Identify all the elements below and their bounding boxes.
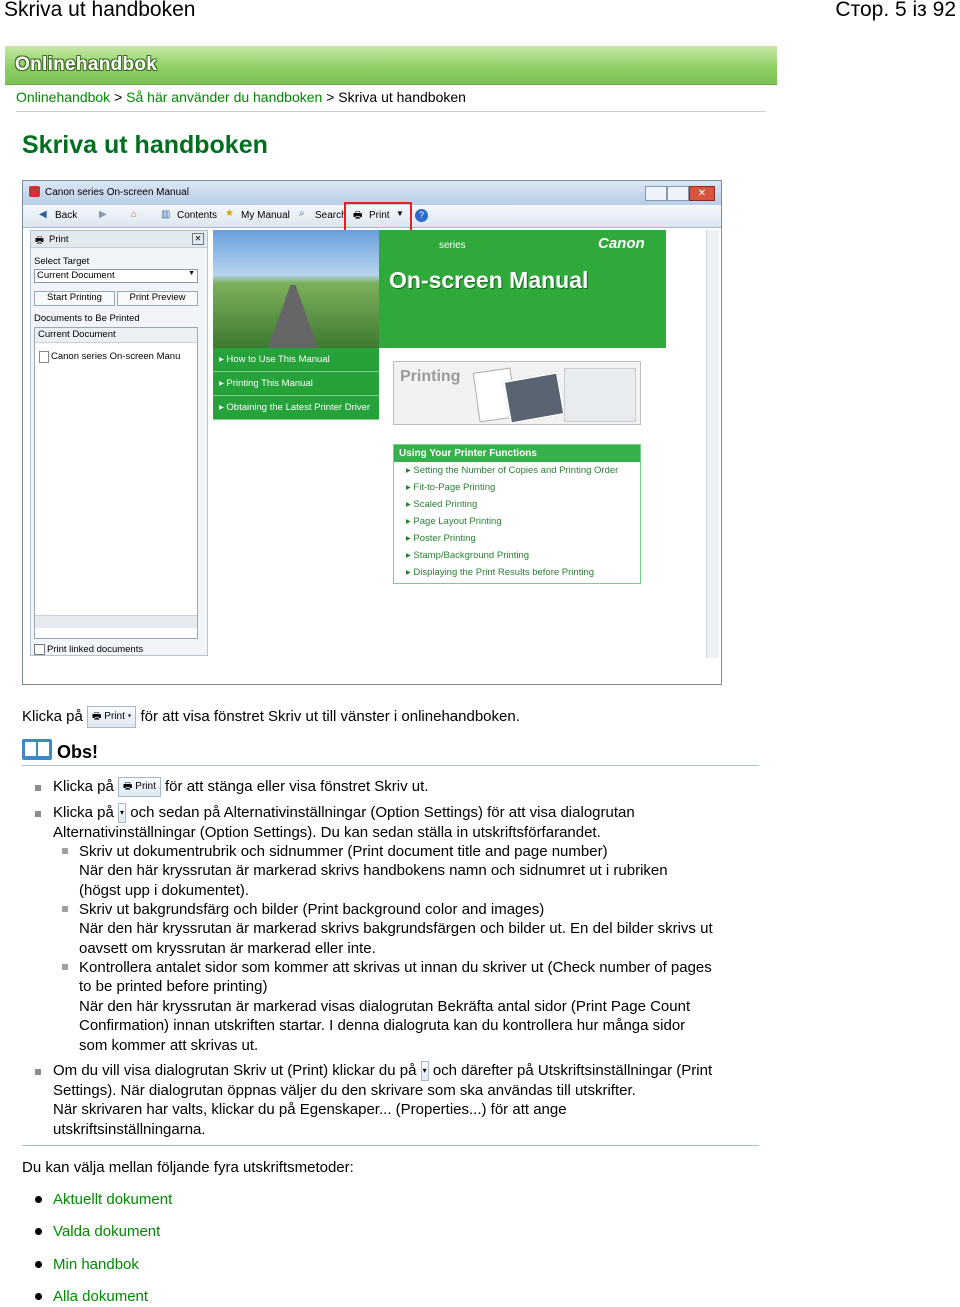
docs-list-header-label: Current Document (38, 329, 116, 340)
manual-screenshot (22, 180, 722, 685)
print-pane (30, 230, 208, 656)
back-button[interactable]: Back (55, 210, 78, 221)
breadcrumb-separator: > (326, 89, 335, 105)
function-link-label: Displaying the Print Results before Printing (413, 567, 595, 578)
bullet-square (62, 964, 68, 970)
bullet-dot (35, 1293, 42, 1300)
menu-item-label: How to Use This Manual (226, 354, 330, 365)
method-link[interactable]: Aktuellt dokument (53, 1191, 173, 1208)
breadcrumb-current: Skriva ut handboken (338, 89, 466, 105)
road-image (213, 230, 379, 348)
bullet-dot (35, 1196, 42, 1203)
printing-banner[interactable] (393, 361, 641, 425)
close-icon[interactable]: ✕ (689, 186, 715, 201)
bullet-dot (35, 1228, 42, 1235)
breadcrumb (16, 89, 466, 105)
function-link[interactable]: ▸ Displaying the Print Results before Printing (406, 567, 595, 578)
function-link-label: Page Layout Printing (413, 516, 502, 527)
contents-icon: ▥ (161, 209, 171, 220)
star-icon: ★ (225, 208, 234, 219)
methods-intro: Du kan välja mellan följande fyra utskriftsmetoder: (22, 1159, 354, 1176)
function-link-label: Scaled Printing (413, 499, 478, 510)
menu-item[interactable]: ▸ Printing This Manual (213, 372, 379, 396)
function-link-label: Stamp/Background Printing (413, 550, 530, 561)
method-link[interactable]: Alla dokument (53, 1288, 149, 1305)
bullet-text: utskriftsinställningarna. (53, 1121, 206, 1138)
function-link-label: Poster Printing (413, 533, 476, 544)
printer-image (564, 368, 636, 422)
breadcrumb-separator: > (114, 89, 123, 105)
menu-item[interactable]: ▸ How to Use This Manual (213, 348, 379, 372)
print-button[interactable]: Print (369, 210, 390, 221)
dropdown-arrow-icon[interactable]: ▼ (396, 209, 404, 218)
intro-suffix: för att visa fönstret Skriv ut till vänster i onlinehandboken. (140, 707, 520, 725)
search-button[interactable]: Search (315, 210, 347, 221)
manual-menu (213, 348, 379, 420)
canon-app-icon (29, 186, 40, 197)
book-icon (22, 739, 52, 760)
bullet-text: Klicka på (53, 778, 114, 795)
hero-series: series (439, 240, 466, 251)
note-bullet-1 (53, 777, 428, 797)
divider (16, 111, 766, 112)
horizontal-scrollbar[interactable] (35, 615, 197, 628)
function-link[interactable]: ▸ Stamp/Background Printing (406, 550, 530, 561)
sub-bullet-text: oavsett om kryssrutan är markerad eller inte. (79, 940, 376, 957)
back-arrow-icon[interactable]: ◀ (39, 209, 47, 220)
dropdown-arrow-icon: ▾ (118, 803, 126, 823)
bullet-text: När skrivaren har valts, klickar du på Egenskaper... (Properties...) för att ange (53, 1101, 567, 1118)
home-icon[interactable]: ⌂ (131, 209, 138, 220)
photo-image (503, 371, 566, 424)
target-select-value: Current Document (37, 270, 115, 281)
note-title: Obs! (57, 742, 99, 762)
sub-bullet-text: När den här kryssrutan är markerad skrivs bakgrundsfärgen och bilder ut. En del bilder skrivs ut (79, 920, 713, 937)
bullet-text: och därefter på Utskriftsinställningar (Print (432, 1062, 713, 1079)
bullet-square (35, 1069, 41, 1075)
function-link[interactable]: ▸ Fit-to-Page Printing (406, 482, 496, 493)
my-manual-button[interactable]: My Manual (241, 210, 290, 221)
printer-icon: 🖶 (92, 711, 102, 722)
maximize-icon[interactable] (667, 186, 689, 201)
sub-bullet-text: Kontrollera antalet sidor som kommer att skrivas ut innan du skriver ut (Check number of pages (79, 959, 712, 976)
function-link-label: Setting the Number of Copies and Printing Order (413, 465, 619, 476)
function-link[interactable]: ▸ Poster Printing (406, 533, 476, 544)
function-link[interactable]: ▸ Scaled Printing (406, 499, 478, 510)
sub-bullet-text: (högst upp i dokumentet). (79, 882, 250, 899)
method-link[interactable]: Valda dokument (53, 1223, 161, 1240)
bullet-square (62, 848, 68, 854)
bullet-text: Om du vill visa dialogrutan Skriv ut (Print) klickar du på (53, 1062, 417, 1079)
canon-logo: Canon (598, 235, 645, 252)
forward-arrow-icon[interactable]: ▶ (99, 209, 107, 220)
printer-icon: 🖶 (353, 210, 363, 221)
bullet-text: och sedan på Alternativinställningar (Option Settings) för att visa dialogrutan (130, 804, 635, 821)
bullet-square (62, 906, 68, 912)
note-bullet-3 (53, 1061, 712, 1081)
print-linked-label: Print linked documents (47, 644, 144, 655)
print-preview-button[interactable]: Print Preview (117, 291, 198, 306)
print-pane-title: Print (49, 234, 69, 245)
printer-icon: 🖶 (123, 781, 133, 793)
bullet-text: Alternativinställningar (Option Settings). Du kan sedan ställa in utskriftsförfarandet. (53, 824, 601, 841)
window-title: Canon series On-screen Manual (45, 187, 189, 198)
docs-list-header (35, 328, 197, 343)
docs-to-print-label: Documents to Be Printed (34, 313, 140, 324)
close-icon[interactable]: ✕ (192, 233, 204, 245)
chevron-down-icon: ▼ (188, 270, 195, 277)
document-icon (39, 351, 49, 363)
banner-title: Onlinehandbok (15, 54, 158, 75)
page-header-title: Skriva ut handboken (4, 0, 196, 21)
search-icon: ⌕ (299, 208, 305, 219)
sub-bullet-text: När den här kryssrutan är markerad skrivs handbokens namn och sidnumret ut i rubriken (79, 862, 668, 879)
function-link[interactable]: ▸ Page Layout Printing (406, 516, 502, 527)
page-title: Skriva ut handboken (22, 131, 268, 159)
printer-icon: 🖶 (35, 235, 44, 246)
printing-label: Printing (400, 368, 461, 385)
functions-box (393, 444, 641, 584)
sub-bullet-text: När den här kryssrutan är markerad visas dialogrutan Bekräfta antal sidor (Print Page Count (79, 998, 691, 1015)
target-select[interactable] (34, 269, 198, 283)
intro-line (22, 706, 520, 728)
bullet-square (35, 811, 41, 817)
intro-prefix: Klicka på (22, 707, 83, 725)
print-button-image: 🖶 Print ▾ (87, 706, 136, 728)
bullet-text: för att stänga eller visa fönstret Skriv ut. (165, 778, 429, 795)
minimize-icon[interactable] (645, 186, 667, 201)
sub-bullet-text: Skriv ut dokumentrubrik och sidnummer (Print document title and page number) (79, 843, 608, 860)
menu-item-label: Obtaining the Latest Printer Driver (226, 402, 371, 413)
docs-list-item[interactable]: Canon series On-screen Manu (51, 351, 181, 362)
bullet-square (35, 785, 41, 791)
breadcrumb-link-usage[interactable]: Så här använder du handboken (126, 89, 323, 105)
page-counter: Стор. 5 із 92 (835, 0, 956, 21)
dropdown-arrow-icon: ▾ (421, 1061, 429, 1081)
divider (22, 1145, 759, 1146)
functions-header: Using Your Printer Functions (394, 445, 640, 462)
sub-bullet-text: Confirmation) innan utskriften startar. I denna dialogruta kan du kontrollera hur många sidor (79, 1017, 686, 1034)
banner (5, 46, 777, 85)
sub-bullet-text: som kommer att skrivas ut. (79, 1037, 259, 1054)
sub-bullet-text: Skriv ut bakgrundsfärg och bilder (Print background color and images) (79, 901, 545, 918)
function-link[interactable]: ▸ Setting the Number of Copies and Printing Order (406, 465, 619, 476)
select-target-label: Select Target (34, 256, 90, 267)
note-bullet-2 (53, 803, 635, 823)
bullet-dot (35, 1261, 42, 1268)
bullet-text: Klicka på (53, 804, 114, 821)
method-link[interactable]: Min handbok (53, 1256, 139, 1273)
help-icon[interactable]: ? (415, 209, 428, 222)
print-button-label: Print (135, 781, 156, 793)
contents-button[interactable]: Contents (177, 210, 218, 221)
function-link-label: Fit-to-Page Printing (413, 482, 496, 493)
start-printing-button[interactable]: Start Printing (34, 291, 115, 306)
print-button-label: Print (104, 711, 125, 722)
road-shape (268, 285, 318, 348)
divider (22, 765, 759, 766)
bullet-text: Settings). När dialogrutan öppnas väljer du den skrivare som ska användas till utskrifter. (53, 1082, 636, 1099)
print-button-image (118, 777, 161, 797)
menu-item[interactable]: ▸ Obtaining the Latest Printer Driver (213, 396, 379, 420)
sub-bullet-text: to be printed before printing) (79, 978, 268, 995)
vertical-scrollbar[interactable] (706, 230, 719, 658)
breadcrumb-link-home[interactable]: Onlinehandbok (16, 89, 111, 105)
print-linked-checkbox[interactable] (34, 644, 45, 655)
docs-list (34, 327, 198, 639)
menu-item-label: Printing This Manual (226, 378, 313, 389)
hero-title: On-screen Manual (389, 267, 589, 293)
